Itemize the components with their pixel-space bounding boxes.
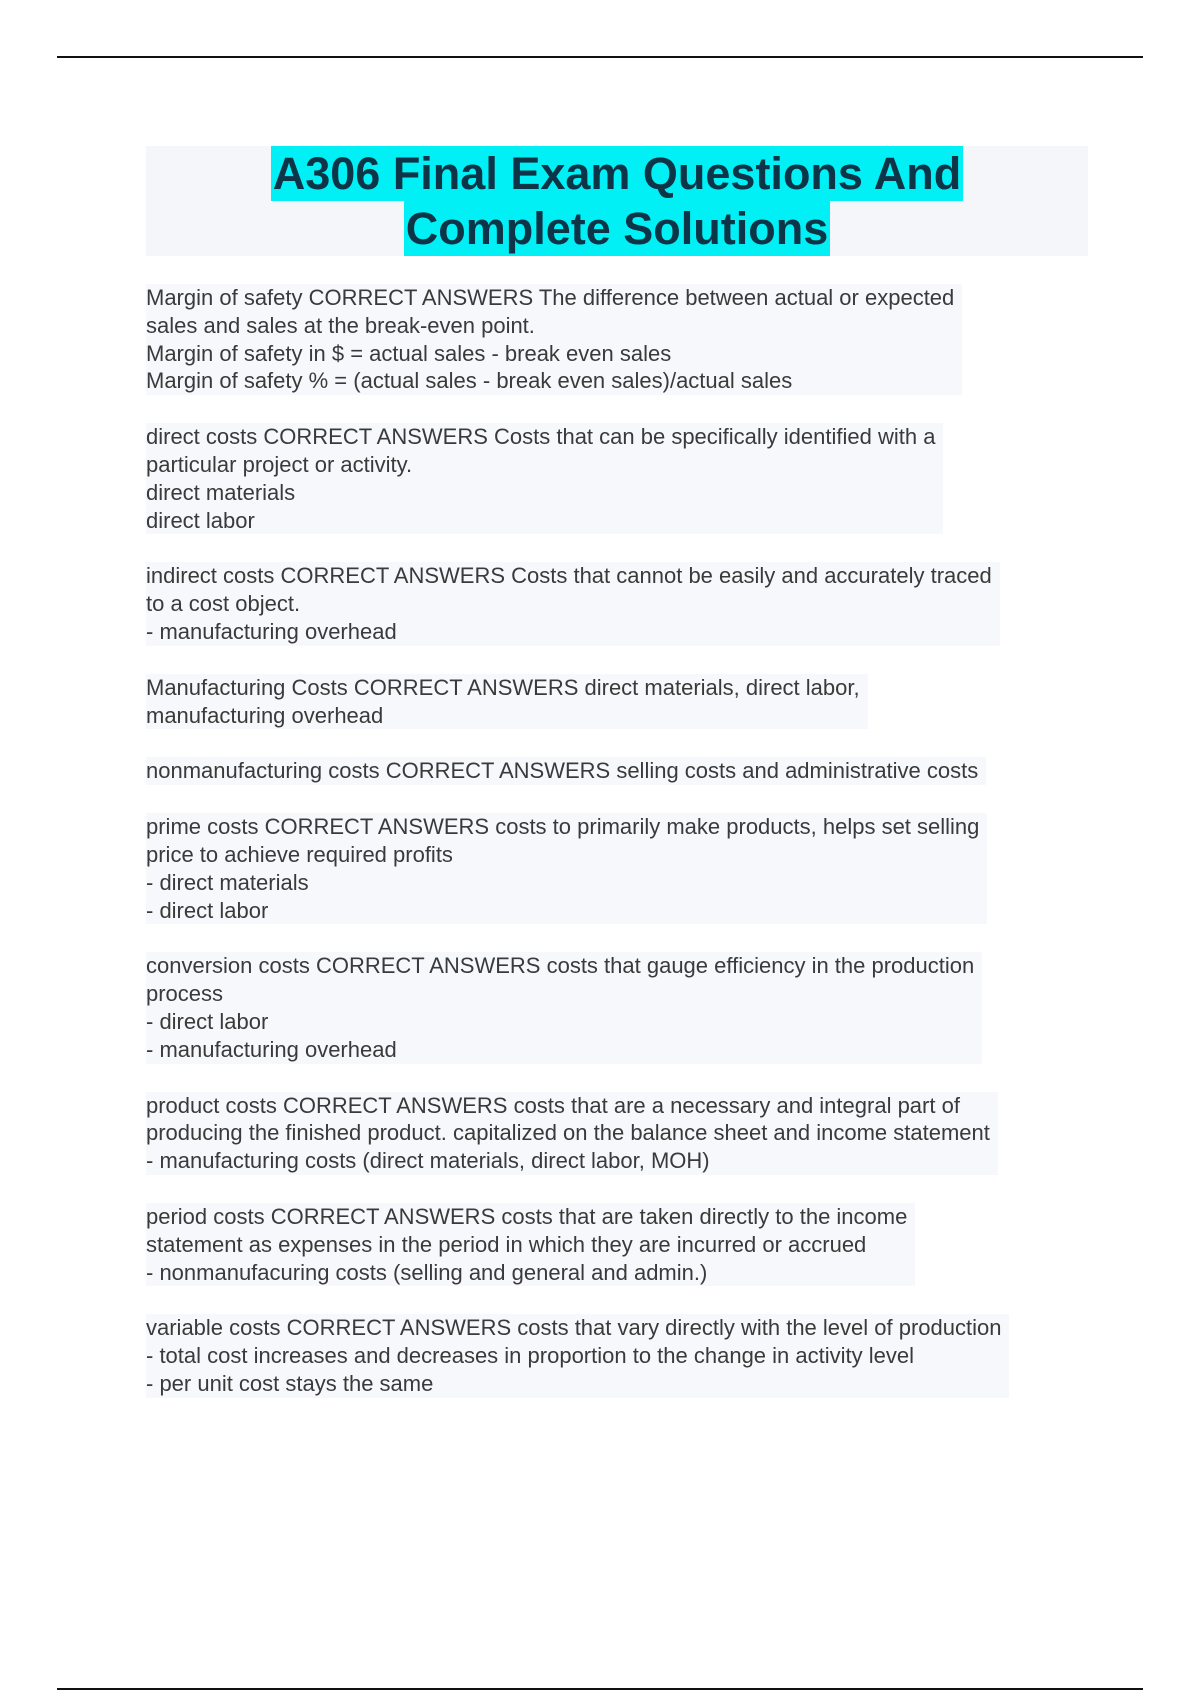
qa-entry-text: [146, 562, 1000, 645]
qa-entry: [146, 284, 1096, 395]
qa-answer-line: - per unit cost stays the same: [146, 1370, 434, 1396]
qa-entry-text: [146, 423, 943, 534]
qa-answer-line: Margin of safety in $ = actual sales - break even sales: [146, 340, 672, 366]
qa-answer-line: to a cost object.: [146, 591, 301, 617]
qa-entry: [146, 562, 1096, 645]
qa-answer-line: - total cost increases and decreases in proportion to the change in activity level: [146, 1343, 914, 1369]
qa-entry-text: [146, 284, 962, 395]
qa-term-line: indirect costs CORRECT ANSWERS Costs that cannot be easily and accurately traced: [146, 563, 992, 589]
qa-term-line: period costs CORRECT ANSWERS costs that are taken directly to the income: [146, 1203, 908, 1229]
qa-answer-line: statement as expenses in the period in which they are incurred or accrued: [146, 1231, 867, 1257]
qa-entry-text: [146, 952, 982, 1063]
qa-answer-line: - direct labor: [146, 1008, 269, 1034]
qa-answer-line: direct materials: [146, 479, 296, 505]
qa-answer-line: Margin of safety % = (actual sales - break even sales)/actual sales: [146, 368, 793, 394]
qa-answer-line: price to achieve required profits: [146, 841, 453, 867]
qa-entry: [146, 1092, 1096, 1175]
document-title: [146, 146, 1088, 256]
title-line-2: Complete Solutions: [405, 203, 829, 254]
qa-term-line: variable costs CORRECT ANSWERS costs that vary directly with the level of production: [146, 1315, 1002, 1341]
qa-entry: [146, 813, 1096, 924]
qa-entry-text: [146, 757, 986, 785]
qa-answer-line: direct labor: [146, 507, 255, 533]
qa-entry: [146, 1314, 1096, 1397]
qa-term-line: prime costs CORRECT ANSWERS costs to primarily make products, helps set selling: [146, 814, 980, 840]
qa-answer-line: - direct labor: [146, 897, 269, 923]
qa-term-line: Margin of safety CORRECT ANSWERS The difference between actual or expected: [146, 285, 955, 310]
qa-answer-line: process: [146, 981, 224, 1007]
qa-term-line: direct costs CORRECT ANSWERS Costs that can be specifically identified with a: [146, 424, 936, 450]
qa-term-line: product costs CORRECT ANSWERS costs that are a necessary and integral part of: [146, 1092, 960, 1118]
qa-entry-text: [146, 1314, 1009, 1397]
qa-entry: [146, 952, 1096, 1063]
qa-answer-line: - manufacturing costs (direct materials, direct labor, MOH): [146, 1148, 710, 1174]
header-divider: [57, 56, 1143, 58]
qa-entry: [146, 674, 1096, 730]
qa-answer-line: sales and sales at the break-even point.: [146, 312, 535, 338]
qa-answer-line: producing the finished product. capitalized on the balance sheet and income statement: [146, 1120, 990, 1146]
qa-entry: [146, 757, 1096, 785]
qa-entry-text: [146, 813, 987, 924]
qa-answer-line: - nonmanufacuring costs (selling and general and admin.): [146, 1259, 708, 1285]
qa-entry-text: [146, 674, 868, 730]
qa-answer-line: - direct materials: [146, 869, 309, 895]
footer-divider: [57, 1688, 1143, 1690]
qa-entry-text: [146, 1092, 998, 1175]
qa-answer-line: - manufacturing overhead: [146, 618, 397, 644]
qa-answer-line: - manufacturing overhead: [146, 1036, 397, 1062]
qa-answer-line: particular project or activity.: [146, 451, 413, 477]
qa-entry-text: [146, 1203, 915, 1286]
qa-term-line: conversion costs CORRECT ANSWERS costs that gauge efficiency in the production: [146, 953, 975, 979]
qa-answer-line: manufacturing overhead: [146, 702, 384, 728]
qa-entries: [146, 284, 1096, 1426]
title-line-1: A306 Final Exam Questions And: [272, 148, 962, 199]
qa-entry: [146, 1203, 1096, 1286]
qa-entry: [146, 423, 1096, 534]
qa-term-line: Manufacturing Costs CORRECT ANSWERS direct materials, direct labor,: [146, 674, 860, 700]
qa-term-line: nonmanufacturing costs CORRECT ANSWERS selling costs and administrative costs: [146, 758, 979, 784]
